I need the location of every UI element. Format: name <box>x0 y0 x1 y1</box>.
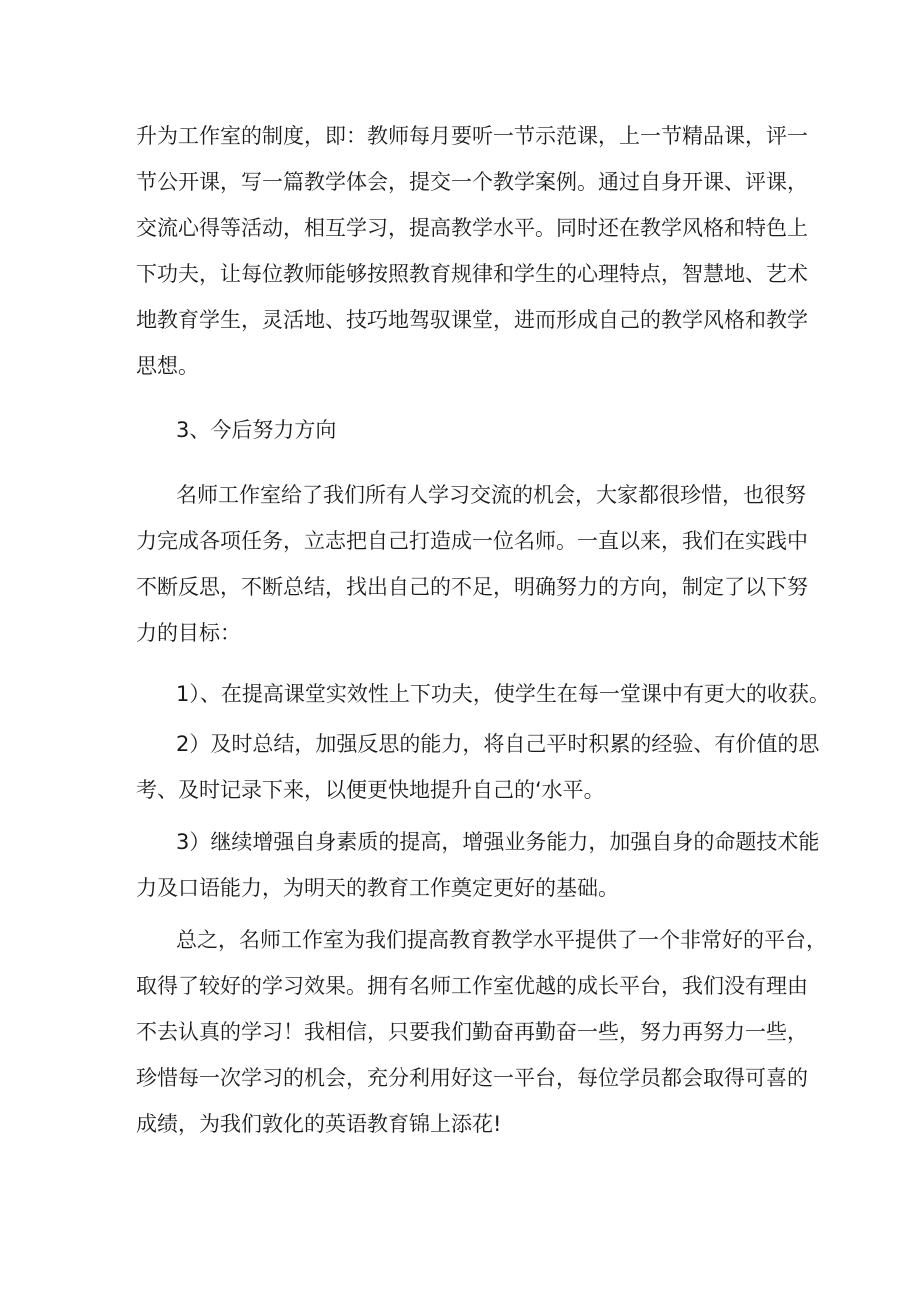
text-line: 地教育学生，灵活地、技巧地驾驭课堂，进而形成自己的教学风格和教学 <box>136 308 808 332</box>
text-line: 不去认真的学习！我相信，只要我们勤奋再勤奋一些，努力再努力一些， <box>136 1020 808 1044</box>
list-item: 2）及时总结，加强反思的能力，将自己平时积累的经验、有价值的思 <box>176 732 820 756</box>
text-line: 节公开课，写一篇教学体会，提交一个教学案例。通过自身开课、评课， <box>136 170 808 194</box>
text-line: 名师工作室给了我们所有人学习交流的机会，大家都很珍惜，也很努 <box>176 483 806 507</box>
text-line: 珍惜每一次学习的机会，充分利用好这一平台，每位学员都会取得可喜的 <box>136 1066 808 1090</box>
text-line: 考、及时记录下来，以便更快地提升自己的‘水平。 <box>136 778 605 802</box>
text-line: 不断反思，不断总结，找出自己的不足，明确努力的方向，制定了以下努 <box>136 575 808 599</box>
text-line: 下功夫，让每位教师能够按照教育规律和学生的心理特点，智慧地、艺术 <box>136 262 808 286</box>
text-line: 升为工作室的制度，即：教师每月要听一节示范课，上一节精品课，评一 <box>136 124 808 148</box>
text-line: 思想。 <box>136 354 199 378</box>
list-item: 1）、在提高课堂实效性上下功夫，使学生在每一堂课中有更大的收获。 <box>176 682 830 706</box>
section-heading: 3、今后努力方向 <box>176 418 337 442</box>
text-line: 成绩，为我们敦化的英语教育锦上添花! <box>136 1112 502 1136</box>
list-item: 3）继续增强自身素质的提高，增强业务能力，加强自身的命题技术能 <box>176 830 820 854</box>
text-line: 取得了较好的学习效果。拥有名师工作室优越的成长平台，我们没有理由 <box>136 974 808 998</box>
text-line: 力的目标： <box>136 621 241 645</box>
text-line: 交流心得等活动，相互学习，提高教学水平。同时还在教学风格和特色上 <box>136 216 808 240</box>
text-line: 力及口语能力，为明天的教育工作奠定更好的基础。 <box>136 876 619 900</box>
text-line: 总之，名师工作室为我们提高教育教学水平提供了一个非常好的平台， <box>176 928 827 952</box>
text-line: 力完成各项任务，立志把自己打造成一位名师。一直以来，我们在实践中 <box>136 529 808 553</box>
